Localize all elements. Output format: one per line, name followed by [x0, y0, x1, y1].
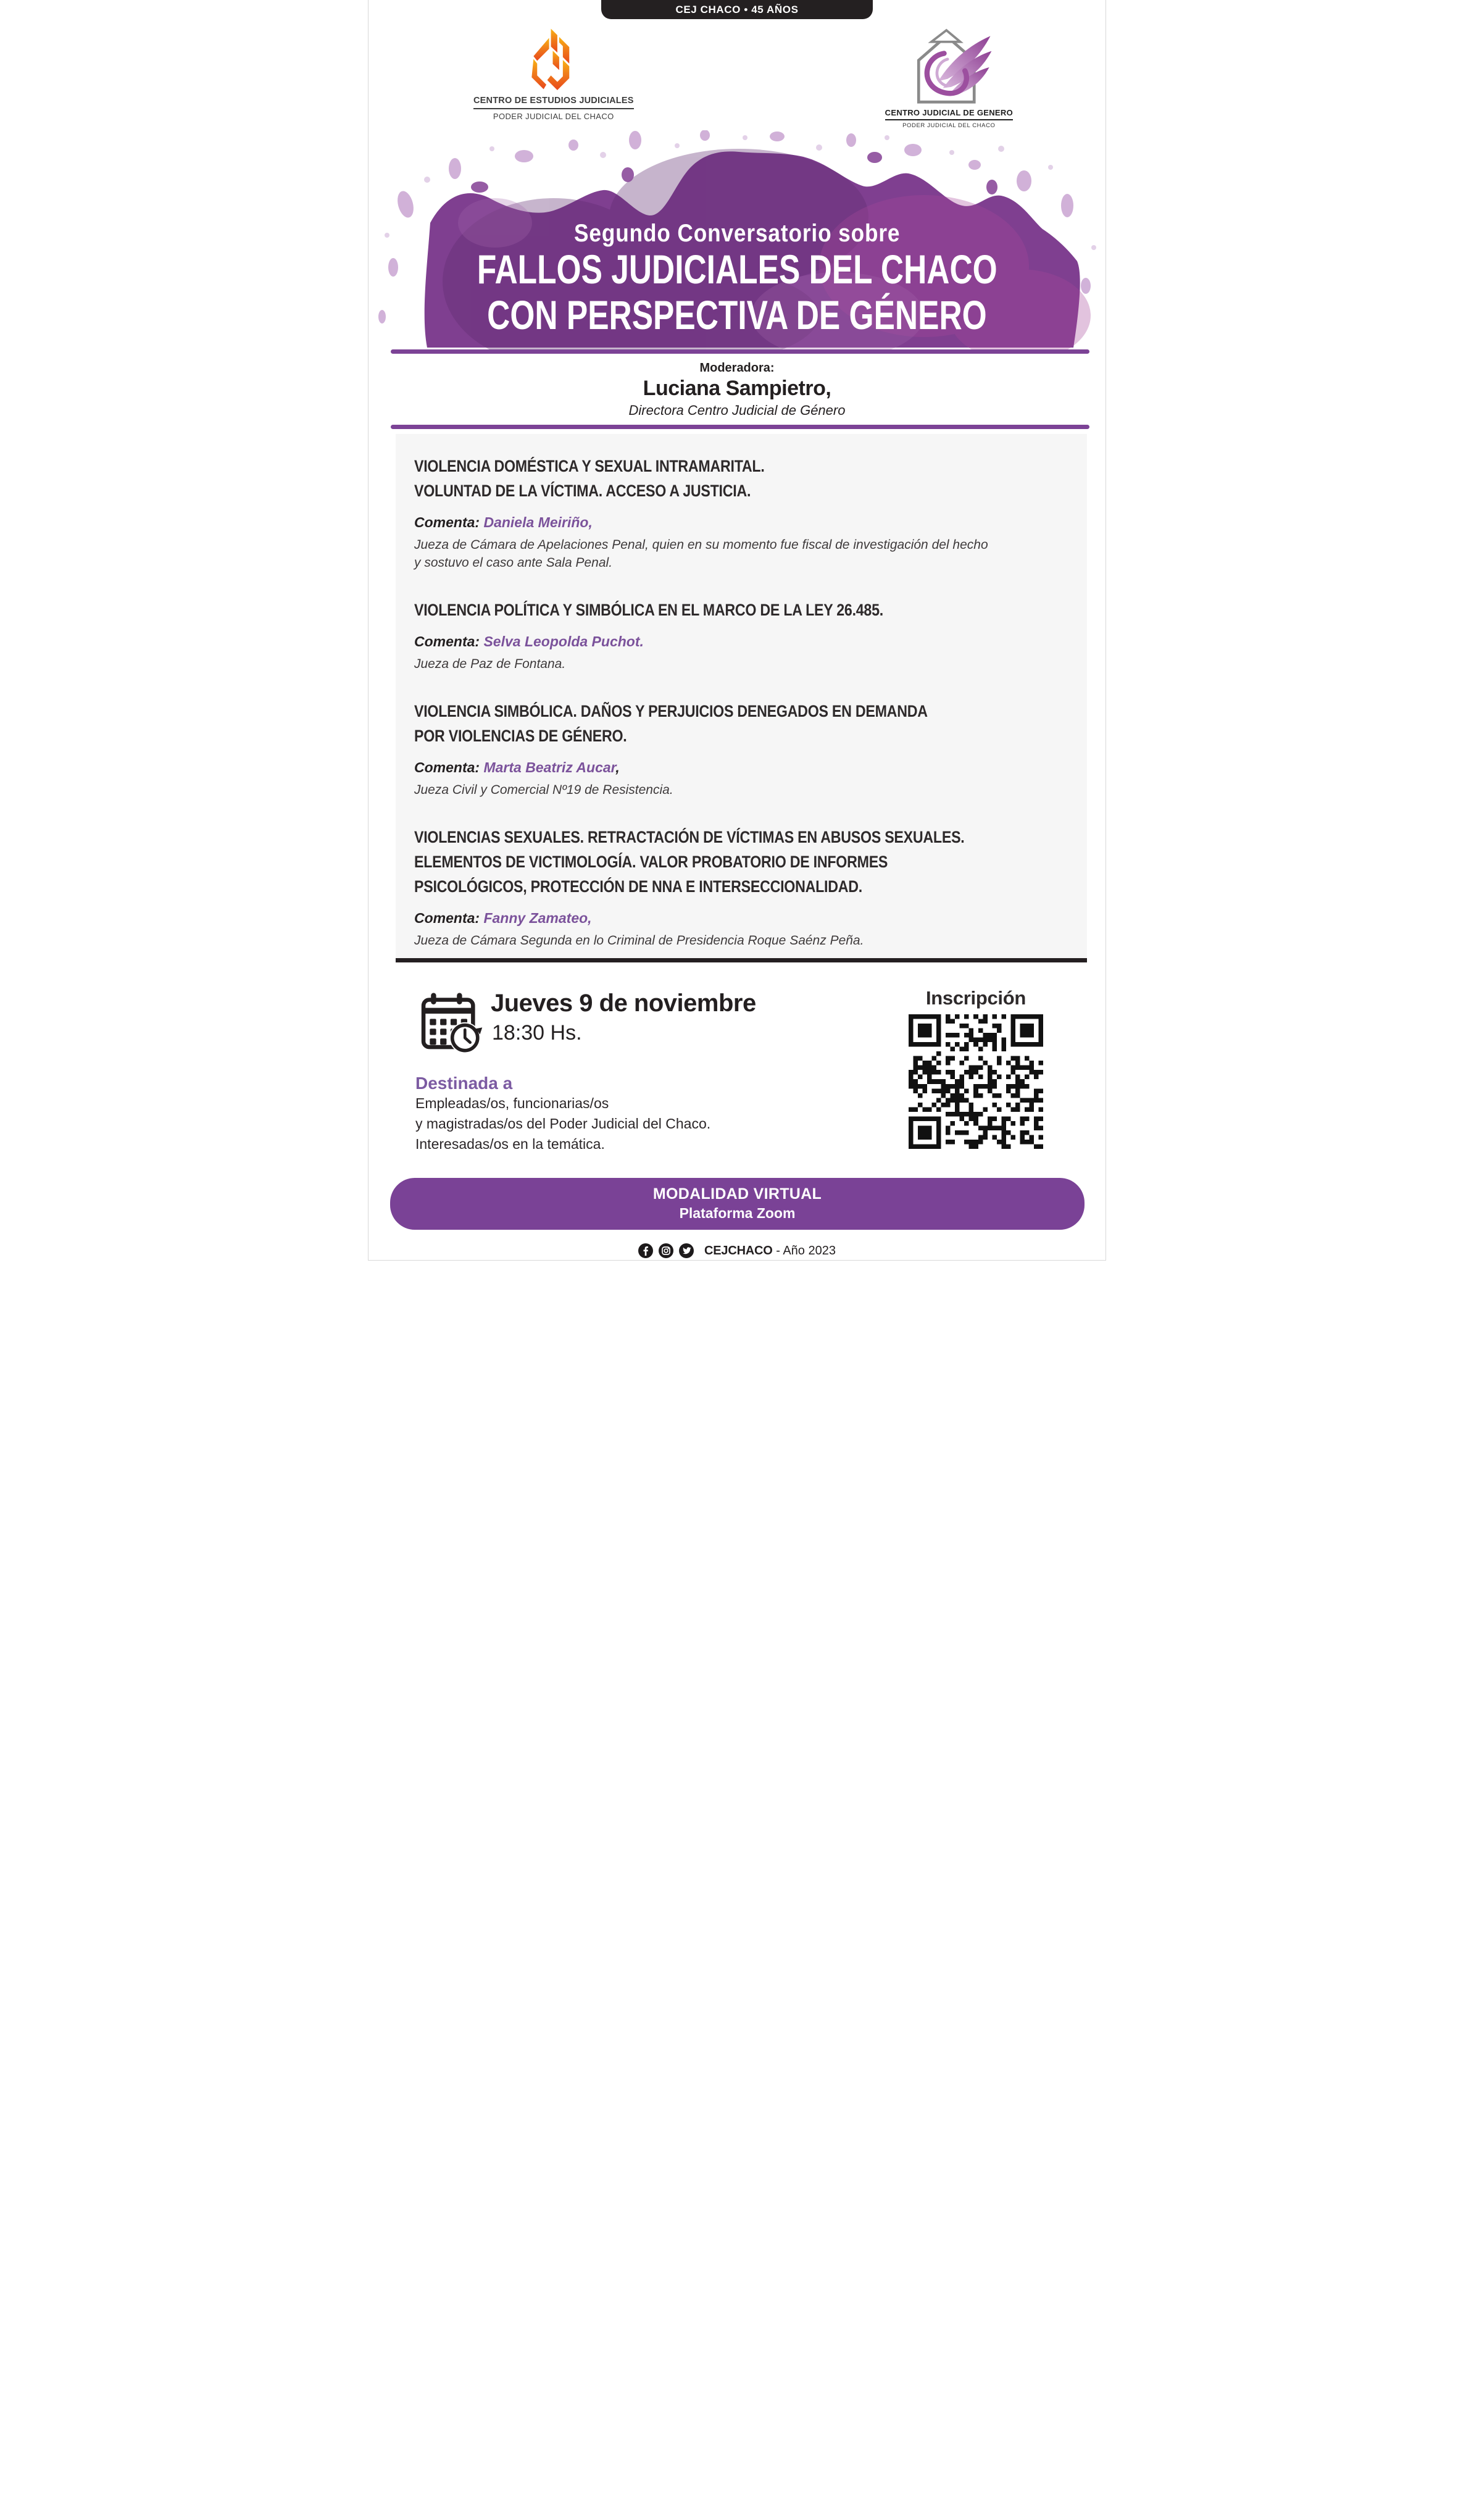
registration-block: [883, 987, 1068, 1154]
session-2-speaker: Comenta: Selva Leopolda Puchot.: [414, 633, 644, 649]
purple-divider-mid: [391, 425, 1089, 429]
event-datetime: [415, 987, 883, 1056]
cej-logo-name: CENTRO DE ESTUDIOS JUDICIALES: [473, 96, 634, 109]
session-4-bio: Jueza de Cámara Segunda en lo Criminal de Presidencia Roque Saénz Peña.: [414, 933, 864, 948]
session-2-title: VIOLENCIA POLÍTICA Y SIMBÓLICA EN EL MARCO DE LA LEY 26.485.: [414, 601, 883, 619]
moderator-name: Luciana Sampietro,: [643, 377, 831, 400]
session-2: [414, 598, 1068, 673]
hero-kicker: Segundo Conversatorio sobre: [573, 220, 901, 247]
session-1-speaker: Comenta: Daniela Meiriño,: [414, 514, 593, 530]
session-1-title: VIOLENCIA DOMÉSTICA Y SEXUAL INTRAMARITAL. VOLUNTAD DE LA VÍCTIMA. ACCESO A JUSTICIA.: [414, 457, 765, 500]
footer-handle: CEJCHACO: [704, 1243, 773, 1258]
gender-center-logo-block: [885, 28, 1013, 129]
footer-text: [704, 1244, 836, 1258]
cej-flame-icon: [528, 28, 580, 92]
facebook-icon: [638, 1243, 653, 1258]
session-1: [414, 454, 1068, 572]
footer-year: - Año 2023: [772, 1243, 836, 1258]
top-banner: [601, 0, 873, 19]
session-3-speaker: Comenta: Marta Beatriz Aucar,: [414, 759, 620, 775]
modality-line2: Plataforma Zoom: [679, 1205, 796, 1221]
event-info-column: [415, 987, 883, 1154]
speaker-name: Selva Leopolda Puchot.: [483, 633, 644, 649]
session-2-bio: Jueza de Paz de Fontana.: [414, 657, 566, 671]
modality-line1: MODALIDAD VIRTUAL: [652, 1185, 822, 1203]
purple-divider-top: [391, 349, 1089, 354]
gender-center-icon: [902, 28, 995, 107]
hero-title-line2: CON PERSPECTIVA DE GÉNERO: [487, 292, 987, 338]
info-row: [368, 987, 1106, 1154]
speaker-name: Daniela Meiriño,: [483, 514, 593, 530]
gender-center-sub: PODER JUDICIAL DEL CHACO: [902, 122, 996, 129]
moderator-role: Directora Centro Judicial de Género: [628, 403, 846, 418]
instagram-icon: [659, 1243, 673, 1258]
session-3-title: VIOLENCIA SIMBÓLICA. DAÑOS Y PERJUICIOS DENEGADOS EN DEMANDA POR VIOLENCIAS DE GÉNERO.: [414, 702, 928, 745]
twitter-icon: [679, 1243, 694, 1258]
session-4-speaker: Comenta: Fanny Zamateo,: [414, 910, 592, 926]
session-3: [414, 699, 1068, 799]
footer: [368, 1243, 1106, 1258]
cej-logo-block: [473, 28, 634, 121]
moderator-block: [368, 354, 1106, 419]
gender-center-name: CENTRO JUDICIAL DE GENERO: [885, 108, 1013, 120]
session-1-bio: Jueza de Cámara de Apelaciones Penal, quien en su momento fue fiscal de investigación del hecho y sostuvo el caso ante Sala Penal.: [414, 538, 988, 570]
hero-section: [368, 130, 1106, 354]
session-4: [414, 825, 1068, 949]
audience-label: Destinada a: [415, 1074, 513, 1093]
speaker-name: Fanny Zamateo,: [483, 910, 592, 926]
hero-title-line1: FALLOS JUDICIALES DEL CHACO: [477, 246, 997, 292]
registration-title: Inscripción: [925, 987, 1026, 1009]
modality-bar: [390, 1178, 1085, 1230]
logos-row: [368, 19, 1106, 136]
calendar-clock-icon: [415, 987, 485, 1056]
speaker-name: Marta Beatriz Aucar: [483, 759, 616, 775]
cej-logo-sub: PODER JUDICIAL DEL CHACO: [493, 112, 614, 121]
session-3-bio: Jueza Civil y Comercial Nº19 de Resistencia.: [414, 783, 673, 797]
event-time: 18:30 Hs.: [492, 1021, 582, 1045]
banner-text: CEJ CHACO • 45 AÑOS: [675, 3, 799, 15]
audience-block: Destinada a Empleadas/os, funcionarias/os y magistradas/os del Poder Judicial del Chaco. Interesadas/os en la temática.: [415, 1074, 883, 1154]
flyer-page: [368, 0, 1106, 1260]
sessions-card: [396, 434, 1087, 962]
qr-code: [909, 1014, 1043, 1149]
event-date: Jueves 9 de noviembre: [491, 990, 756, 1017]
moderator-label: Moderadora:: [699, 361, 775, 375]
session-4-title: VIOLENCIAS SEXUALES. RETRACTACIÓN DE VÍCTIMAS EN ABUSOS SEXUALES. ELEMENTOS DE VICTIMOLOGÍA. VALOR PROBATORIO DE INFORMES PSICOLÓGICOS, PROTECCIÓN DE NNA E INTERSECCIONALIDAD.: [414, 828, 965, 896]
